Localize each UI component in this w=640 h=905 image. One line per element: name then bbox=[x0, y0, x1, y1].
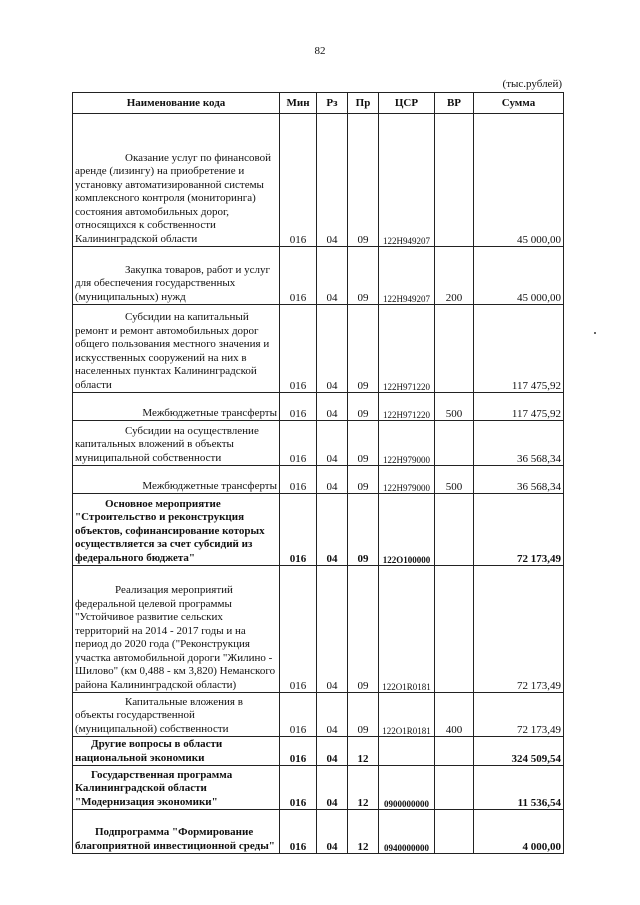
row-sum: 324 509,54 bbox=[474, 737, 564, 766]
row-csr: 122Н949207 bbox=[379, 114, 435, 247]
row-csr: 122Н949207 bbox=[379, 247, 435, 305]
row-vr bbox=[435, 737, 474, 766]
row-pr: 09 bbox=[348, 466, 379, 494]
table-row bbox=[73, 566, 564, 693]
row-pr: 09 bbox=[348, 421, 379, 466]
row-vr: 500 bbox=[435, 393, 474, 421]
row-rz: 04 bbox=[317, 693, 348, 737]
row-csr: 122Н971220 bbox=[379, 393, 435, 421]
row-vr bbox=[435, 114, 474, 247]
row-csr: 122Н971220 bbox=[379, 305, 435, 393]
row-vr bbox=[435, 494, 474, 566]
row-min: 016 bbox=[280, 393, 317, 421]
table-row bbox=[73, 693, 564, 737]
row-sum: 36 568,34 bbox=[474, 421, 564, 466]
row-sum: 117 475,92 bbox=[474, 305, 564, 393]
row-name: Другие вопросы в области национальной экономики bbox=[73, 737, 280, 766]
row-sum: 11 536,54 bbox=[474, 766, 564, 810]
budget-table bbox=[72, 92, 564, 854]
header-csr: ЦСР bbox=[379, 93, 435, 114]
row-pr: 09 bbox=[348, 566, 379, 693]
row-vr bbox=[435, 766, 474, 810]
row-name: Субсидии на капитальный ремонт и ремонт автомобильных дорог общего пользования местного значения и искусственных сооружений на них в населенных пунктах Калининградской области bbox=[73, 305, 280, 393]
row-rz: 04 bbox=[317, 305, 348, 393]
row-csr bbox=[379, 737, 435, 766]
row-vr bbox=[435, 810, 474, 854]
row-pr: 09 bbox=[348, 114, 379, 247]
row-min: 016 bbox=[280, 421, 317, 466]
table-row bbox=[73, 114, 564, 247]
row-rz: 04 bbox=[317, 810, 348, 854]
row-pr: 09 bbox=[348, 494, 379, 566]
row-csr: 122Н979000 bbox=[379, 466, 435, 494]
row-vr: 400 bbox=[435, 693, 474, 737]
row-sum: 72 173,49 bbox=[474, 566, 564, 693]
row-pr: 12 bbox=[348, 766, 379, 810]
row-vr bbox=[435, 566, 474, 693]
row-rz: 04 bbox=[317, 494, 348, 566]
table-row bbox=[73, 766, 564, 810]
row-pr: 09 bbox=[348, 393, 379, 421]
row-name: Основное мероприятие "Строительство и реконструкция объектов, софинансирование которых осуществляется за счет субсидий из федерального бюджета" bbox=[73, 494, 280, 566]
row-min: 016 bbox=[280, 766, 317, 810]
row-csr: 122Н979000 bbox=[379, 421, 435, 466]
row-csr: 0940000000 bbox=[379, 810, 435, 854]
header-min: Мин bbox=[280, 93, 317, 114]
row-vr: 200 bbox=[435, 247, 474, 305]
row-csr: 122О100000 bbox=[379, 494, 435, 566]
row-rz: 04 bbox=[317, 766, 348, 810]
row-min: 016 bbox=[280, 693, 317, 737]
row-csr: 122О1R0181 bbox=[379, 693, 435, 737]
scan-mark bbox=[594, 332, 596, 334]
row-sum: 45 000,00 bbox=[474, 114, 564, 247]
header-pr: Пр bbox=[348, 93, 379, 114]
header-vr: ВР bbox=[435, 93, 474, 114]
row-min: 016 bbox=[280, 737, 317, 766]
header-sum: Сумма bbox=[474, 93, 564, 114]
row-min: 016 bbox=[280, 810, 317, 854]
row-pr: 09 bbox=[348, 693, 379, 737]
row-name: Межбюджетные трансферты bbox=[73, 466, 280, 494]
row-vr bbox=[435, 305, 474, 393]
table-header-row bbox=[73, 93, 564, 114]
row-pr: 12 bbox=[348, 810, 379, 854]
row-sum: 72 173,49 bbox=[474, 494, 564, 566]
row-min: 016 bbox=[280, 494, 317, 566]
row-name: Межбюджетные трансферты bbox=[73, 393, 280, 421]
page-number: 82 bbox=[314, 45, 326, 57]
row-min: 016 bbox=[280, 114, 317, 247]
header-name: Наименование кода bbox=[73, 93, 280, 114]
table-row bbox=[73, 247, 564, 305]
row-sum: 72 173,49 bbox=[474, 693, 564, 737]
row-csr: 0900000000 bbox=[379, 766, 435, 810]
row-rz: 04 bbox=[317, 393, 348, 421]
row-name: Оказание услуг по финансовой аренде (лизингу) на приобретение и установку автоматизированной системы комплексного контроля (мониторинга) состояния автомобильных дорог, относящихся к собственности Калининградской области bbox=[73, 114, 280, 247]
row-rz: 04 bbox=[317, 566, 348, 693]
row-rz: 04 bbox=[317, 737, 348, 766]
row-rz: 04 bbox=[317, 247, 348, 305]
row-name: Закупка товаров, работ и услуг для обеспечения государственных (муниципальных) нужд bbox=[73, 247, 280, 305]
row-rz: 04 bbox=[317, 114, 348, 247]
row-name: Капитальные вложения в объекты государственной (муниципальной) собственности bbox=[73, 693, 280, 737]
row-sum: 36 568,34 bbox=[474, 466, 564, 494]
units-label: (тыс.рублей) bbox=[502, 78, 562, 90]
row-vr: 500 bbox=[435, 466, 474, 494]
row-sum: 45 000,00 bbox=[474, 247, 564, 305]
row-pr: 09 bbox=[348, 247, 379, 305]
row-rz: 04 bbox=[317, 466, 348, 494]
row-sum: 117 475,92 bbox=[474, 393, 564, 421]
row-rz: 04 bbox=[317, 421, 348, 466]
table-row bbox=[73, 393, 564, 421]
table-row bbox=[73, 737, 564, 766]
row-min: 016 bbox=[280, 247, 317, 305]
row-name: Государственная программа Калининградской области "Модернизация экономики" bbox=[73, 766, 280, 810]
table-row bbox=[73, 421, 564, 466]
table-row bbox=[73, 305, 564, 393]
row-min: 016 bbox=[280, 566, 317, 693]
row-csr: 122О1R0181 bbox=[379, 566, 435, 693]
row-min: 016 bbox=[280, 466, 317, 494]
table-row bbox=[73, 494, 564, 566]
row-name: Субсидии на осуществление капитальных вложений в объекты муниципальной собственности bbox=[73, 421, 280, 466]
row-sum: 4 000,00 bbox=[474, 810, 564, 854]
row-name: Реализация мероприятий федеральной целевой программы "Устойчивое развитие сельских территорий на 2014 - 2017 годы и на период до 2020 года ("Реконструкция участка автомобильной дороги "Жилино - Шилово" (км 0,488 - км 3,820) Неманского района Калининградской области) bbox=[73, 566, 280, 693]
row-pr: 09 bbox=[348, 305, 379, 393]
header-rz: Рз bbox=[317, 93, 348, 114]
row-vr bbox=[435, 421, 474, 466]
row-min: 016 bbox=[280, 305, 317, 393]
row-pr: 12 bbox=[348, 737, 379, 766]
row-name: Подпрограмма "Формирование благоприятной инвестиционной среды" bbox=[73, 810, 280, 854]
table-row bbox=[73, 466, 564, 494]
table-row bbox=[73, 810, 564, 854]
